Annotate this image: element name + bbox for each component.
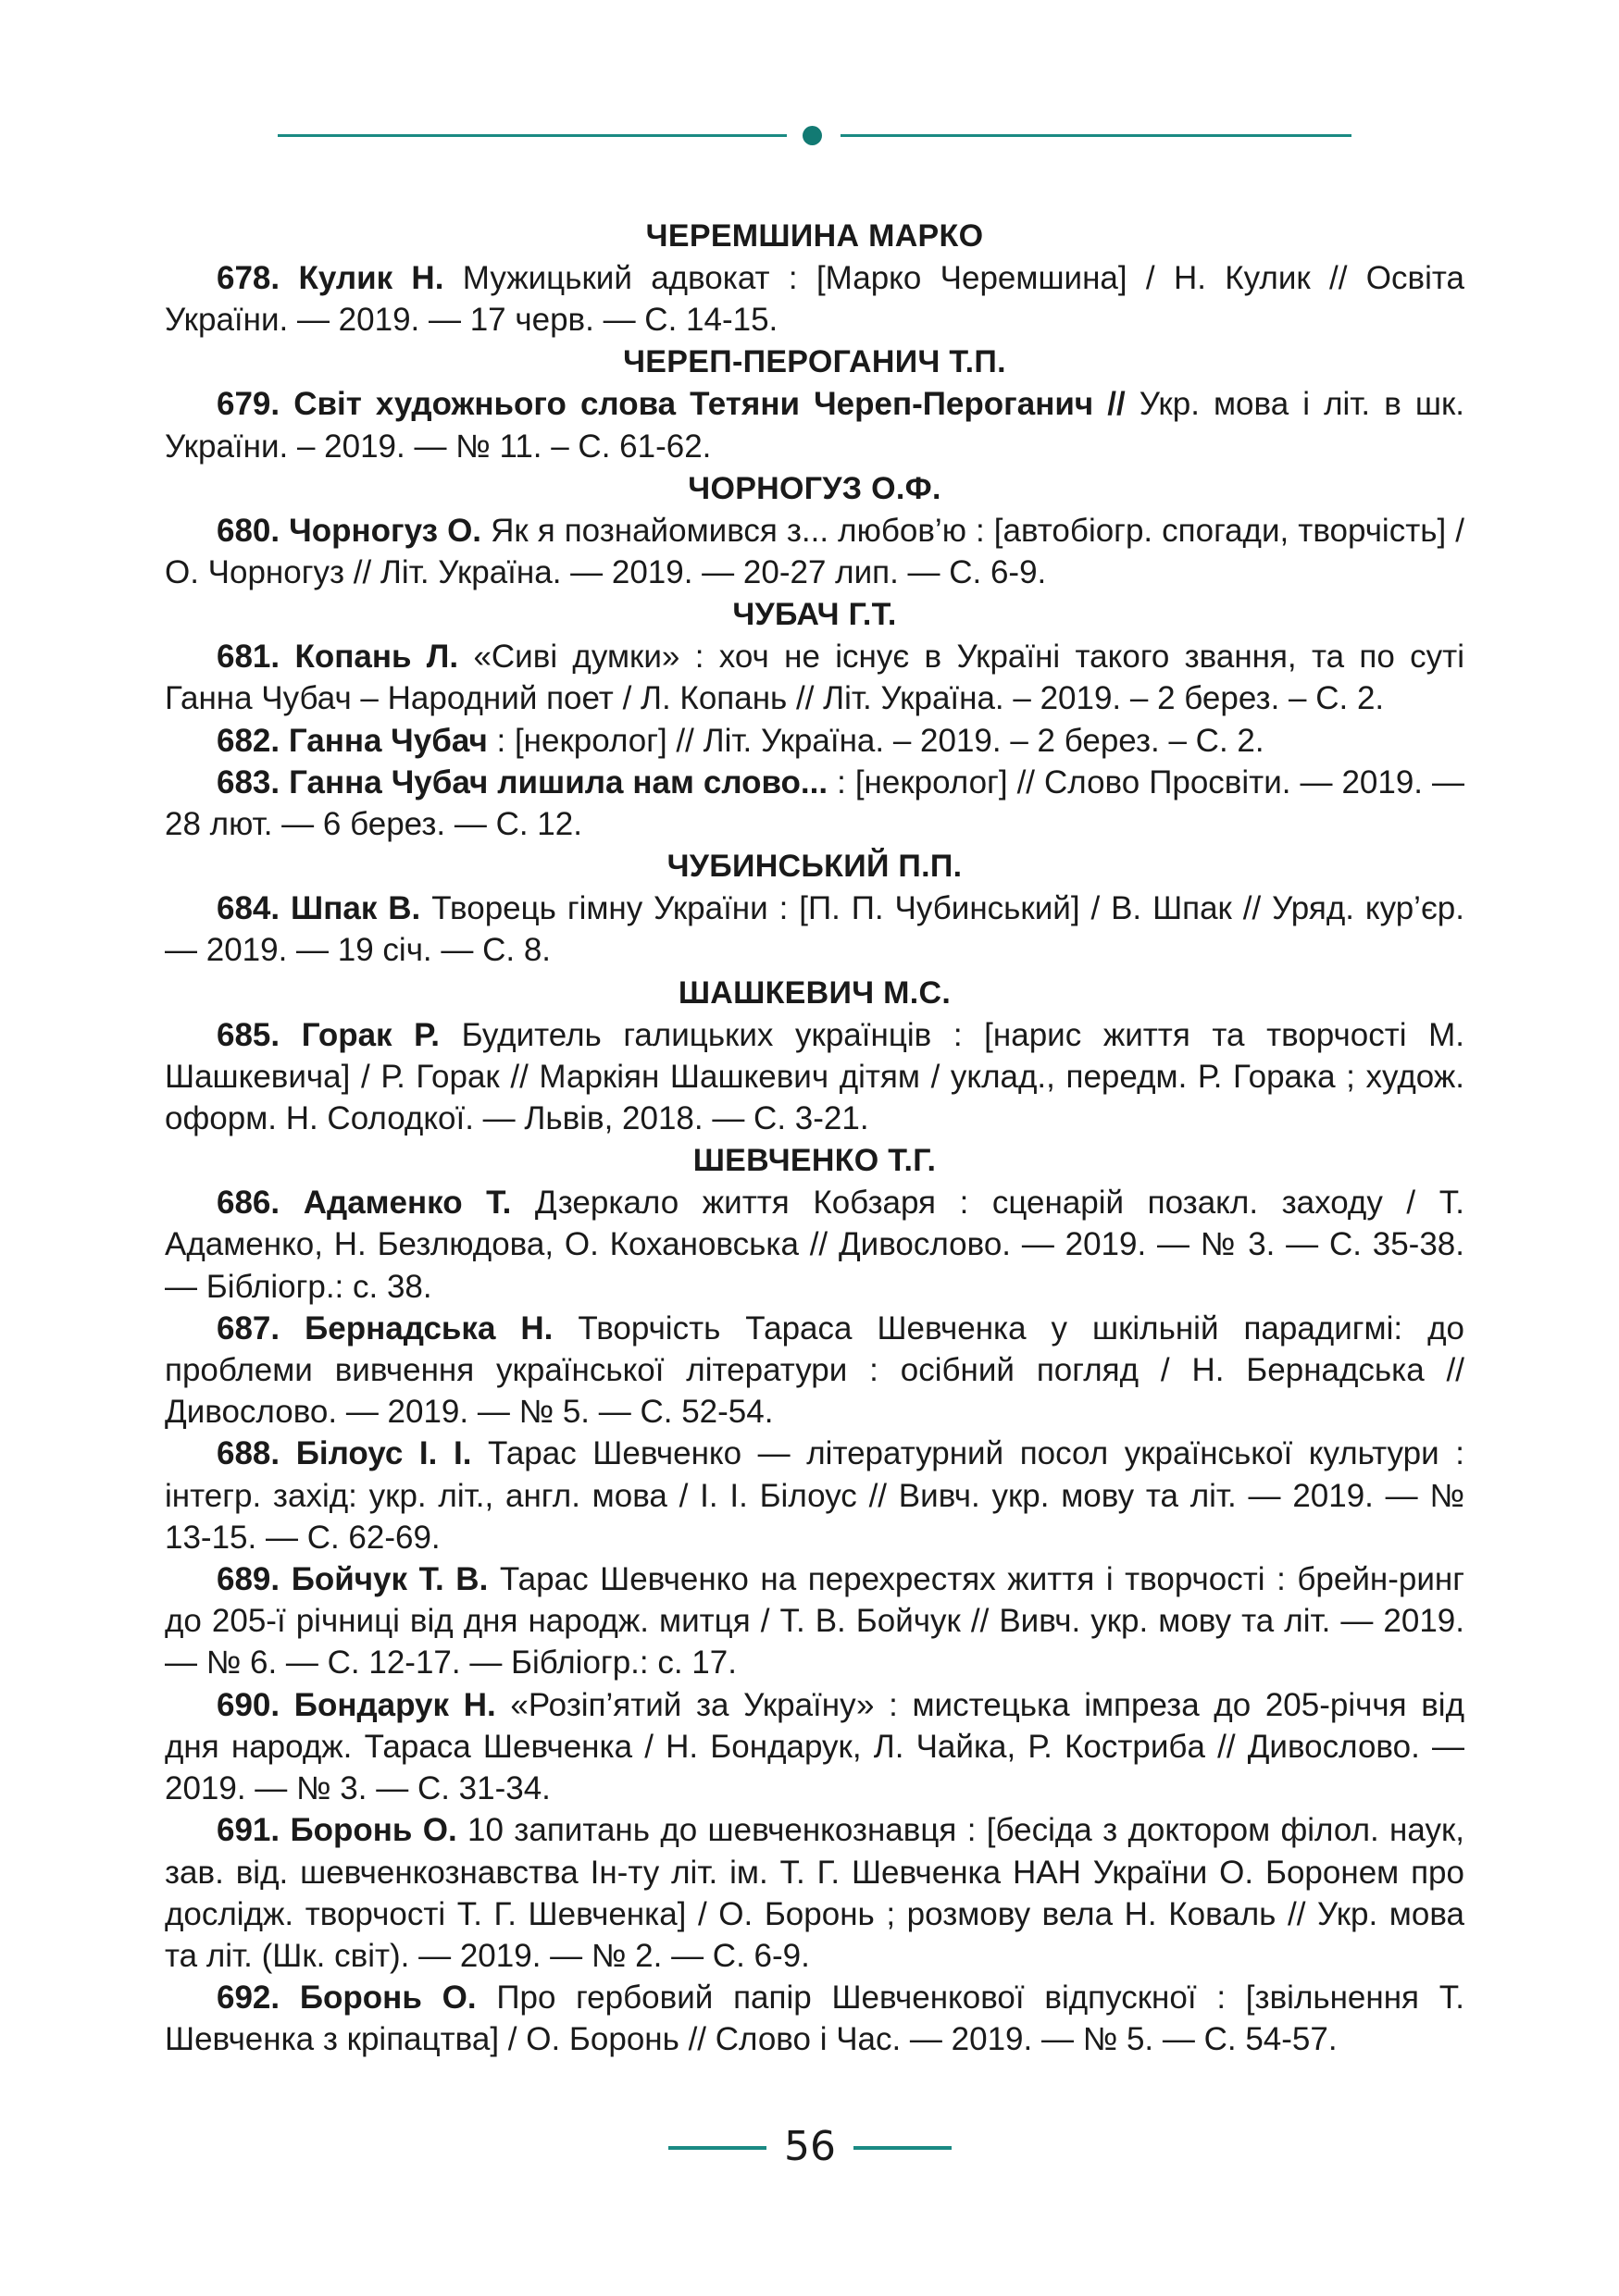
bibliography-entry xyxy=(165,720,1464,762)
entry-number: 692. xyxy=(217,1980,280,2017)
entry-text: Тарас Шевченко — літературний посол української культури : інтегр. захід: укр. літ., англ. мова / І. І. Білоус // Вивч. укр. мову та літ. — 2019. — № 13-15. — С. 62-69. xyxy=(165,1435,1464,1556)
entry-number: 682. xyxy=(217,722,280,759)
entry-author: Світ художнього слова Тетяни Череп-Пероганич // xyxy=(293,386,1126,423)
entry-text: Як я познайомився з... любов’ю : [автобіогр. спогади, творчість] / О. Чорногуз // Літ. Україна. — 2019. — 20-27 лип. — С. 6-9. xyxy=(165,512,1464,591)
entry-author: Боронь О. xyxy=(290,1812,457,1849)
entry-text: Тарас Шевченко на перехрестях життя і творчості : брейн-ринг до 205-ї річниці від дня народж. митця / Т. В. Бойчук // Вивч. укр. мову та літ. — 2019. — № 6. — С. 12-17. — Бібліогр.: с. 17. xyxy=(165,1561,1464,1682)
bibliography-entry xyxy=(165,257,1464,341)
footer-line-left xyxy=(668,2146,766,2150)
entry-number: 684. xyxy=(217,890,280,927)
section-heading: ЧОРНОГУЗ О.Ф. xyxy=(688,470,941,506)
entry-number: 679. xyxy=(217,386,280,423)
entry-number: 686. xyxy=(217,1185,280,1222)
bibliography-entry xyxy=(165,1308,1464,1433)
entry-text: : [некролог] // Літ. Україна. – 2019. – 2 берез. – С. 2. xyxy=(496,722,1264,759)
entry-text: Про гербовий папір Шевченкової відпускної : [звільнення Т. Шевченка з кріпацтва] / О. Боронь // Слово і Час. — 2019. — № 5. — С. 54-57. xyxy=(165,1980,1464,2058)
entry-number: 691. xyxy=(217,1812,280,1849)
entry-text: Будитель галицьких українців : [нарис життя та творчості М. Шашкевича] / Р. Горак // Маркіян Шашкевич дітям / уклад., передм. Р. Горака ; худож. оформ. Н. Солодкої. — Львів, 2018. — С. 3-21. xyxy=(165,1016,1464,1137)
bibliography-entry xyxy=(165,1809,1464,1977)
entry-author: Ганна Чубач xyxy=(288,722,488,759)
entry-number: 681. xyxy=(217,639,280,676)
bibliography-entry xyxy=(165,1014,1464,1140)
entry-text: Укр. мова і літ. в шк. України. – 2019. — № 11. – С. 61-62. xyxy=(165,386,1464,465)
section-heading: ШАШКЕВИЧ М.С. xyxy=(678,974,952,1011)
top-ornament xyxy=(278,122,1351,150)
bibliography-entry xyxy=(165,1558,1464,1684)
entry-number: 680. xyxy=(217,512,280,549)
entry-author: Ганна Чубач лишила нам слово... xyxy=(289,763,828,800)
entry-author: Горак Р. xyxy=(301,1016,441,1053)
entry-text: 10 запитань до шевченкознавця : [бесіда з доктором філол. наук, зав. від. шевченкознавства Ін-ту літ. ім. Т. Г. Шевченка НАН України О. Боронем про дослідж. творчості Т. Г. Шевченка] / О. Боронь ; розмову вела Н. Коваль // Укр. мова та літ. (Шк. світ). — 2019. — № 2. — С. 6-9. xyxy=(165,1812,1464,1974)
page-number: 56 xyxy=(784,2123,836,2170)
entry-author: Кулик Н. xyxy=(298,260,444,296)
entry-text: Мужицький адвокат : [Марко Черемшина] / Н. Кулик // Освіта України. — 2019. — 17 черв. — С. 14-15. xyxy=(165,260,1465,339)
entry-number: 687. xyxy=(217,1309,280,1347)
footer-line-right xyxy=(853,2146,952,2150)
bibliography-entry xyxy=(165,636,1464,719)
bibliography-entry xyxy=(165,887,1464,971)
entry-author: Адаменко Т. xyxy=(303,1185,512,1222)
entry-text: «Сиві думки» : хоч не існує в Україні такого звання, та по суті Ганна Чубач – Народний поет / Л. Копань // Літ. Україна. – 2019. – 2 берез. – С. 2. xyxy=(165,639,1464,717)
bibliography-entry xyxy=(165,1433,1464,1558)
section-heading: ШЕВЧЕНКО Т.Г. xyxy=(692,1143,937,1179)
entry-text: Дзеркало життя Кобзаря : сценарій позакл. заходу / Т. Адаменко, Н. Безлюдова, О. Кохановська // Дивослово. — 2019. — № 3. — С. 35-38. — Бібліогр.: с. 38. xyxy=(165,1185,1464,1305)
entry-author: Білоус І. І. xyxy=(295,1435,472,1472)
entry-author: Боронь О. xyxy=(299,1980,477,2017)
entry-text: «Розіп’ятий за Україну» : мистецька імпреза до 205-річчя від дня народж. Тараса Шевченка / Н. Бондарук, Л. Чайка, Р. Кострибa // Дивослово. — 2019. — № 3. — С. 31-34. xyxy=(165,1686,1464,1807)
entry-author: Бойчук Т. В. xyxy=(291,1561,489,1598)
entry-text: Творець гімну України : [П. П. Чубинський] / В. Шпак // Уряд. кур’єр. — 2019. — 19 січ. — С. 8. xyxy=(165,890,1464,969)
entry-number: 683. xyxy=(217,763,280,800)
bibliography-content xyxy=(165,215,1464,2061)
entry-text: : [некролог] // Слово Просвіти. — 2019. — 28 лют. — 6 берез. — С. 12. xyxy=(165,763,1465,843)
ornament-line-left xyxy=(278,134,787,137)
entry-text: Творчість Тараса Шевченка у шкільній парадигмі: до проблеми вивчення української літератури : осібний погляд / Н. Бернадська // Дивослово. — 2019. — № 5. — С. 52-54. xyxy=(165,1309,1464,1431)
bibliography-entry xyxy=(165,510,1464,593)
bibliography-entry xyxy=(165,1684,1464,1810)
page-footer xyxy=(668,2121,952,2177)
entry-number: 690. xyxy=(217,1686,280,1723)
ornament-line-right xyxy=(841,134,1351,137)
entry-number: 689. xyxy=(217,1561,280,1598)
entry-author: Шпак В. xyxy=(291,890,421,927)
bibliography-entry xyxy=(165,1182,1464,1308)
section-heading: ЧУБАЧ Г.Т. xyxy=(732,597,897,633)
entry-author: Бондарук Н. xyxy=(293,1686,496,1723)
entry-number: 688. xyxy=(217,1435,280,1472)
entry-author: Копань Л. xyxy=(294,639,459,676)
entry-author: Чорногуз О. xyxy=(289,512,482,549)
ornament-dot-icon xyxy=(803,126,822,145)
section-heading: ЧУБИНСЬКИЙ П.П. xyxy=(666,849,963,885)
section-heading: ЧЕРЕМШИНА МАРКО xyxy=(645,218,984,254)
bibliography-entry xyxy=(165,1977,1464,2060)
bibliography-entry xyxy=(165,762,1464,845)
entry-number: 678. xyxy=(217,260,280,296)
section-heading: ЧЕРЕП-ПЕРОГАНИЧ Т.П. xyxy=(623,344,1006,380)
entry-author: Бернадська Н. xyxy=(305,1309,554,1347)
bibliography-entry xyxy=(165,383,1464,466)
entry-number: 685. xyxy=(217,1016,280,1053)
